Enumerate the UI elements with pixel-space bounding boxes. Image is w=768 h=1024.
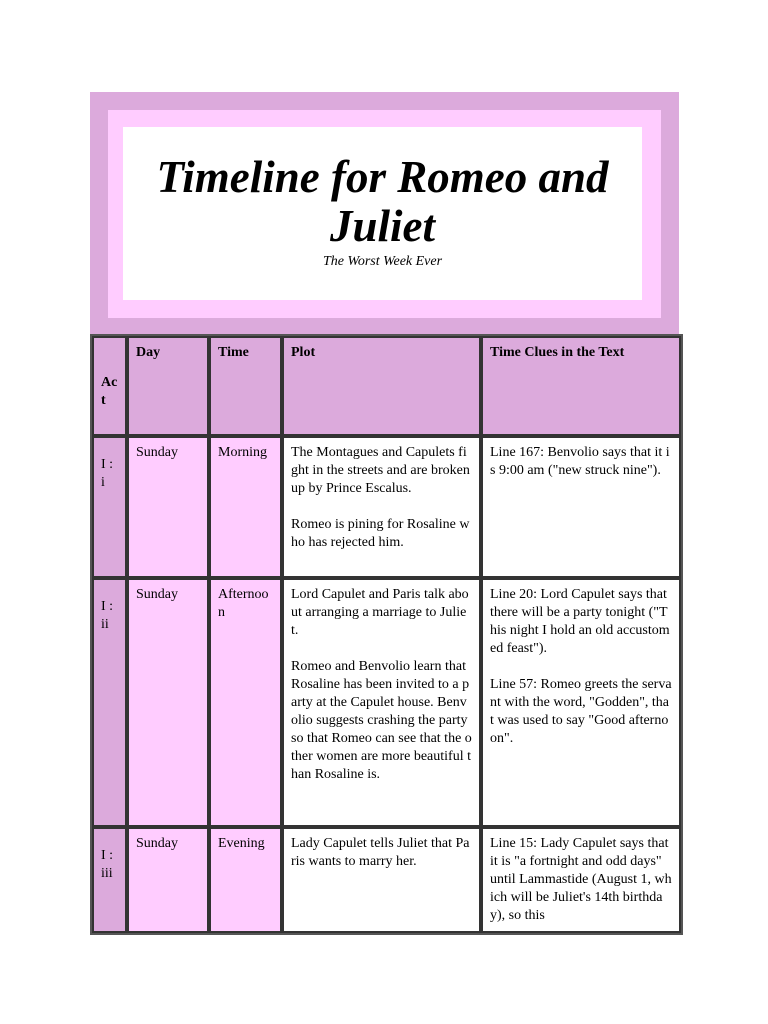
table-row (92, 827, 681, 933)
page-title: Timeline for Romeo and Juliet (156, 152, 609, 251)
title-banner-inner (108, 110, 661, 318)
title-box (123, 127, 642, 300)
time-clues-cell (481, 578, 681, 827)
plot-paragraph: Lord Capulet and Paris talk about arranging a marriage to Juliet. (291, 587, 469, 638)
column-header-time-clues: Time Clues in the Text (481, 336, 681, 436)
column-header-time: Time (209, 336, 282, 436)
time-cell: Afternoon (209, 578, 282, 827)
day-cell: Sunday (127, 827, 209, 933)
day-cell: Sunday (127, 578, 209, 827)
act-cell: I : ii (92, 578, 127, 827)
plot-cell (282, 827, 481, 933)
time-cell: Evening (209, 827, 282, 933)
plot-paragraph: Romeo and Benvolio learn that Rosaline has been invited to a party at the Capulet house. Benvolio suggests crashing the party so that Romeo can see that the other women are more beautiful than Rosaline is. (291, 659, 472, 782)
timeline-table (90, 334, 683, 935)
time-clues-cell (481, 436, 681, 578)
clue-paragraph: Line 167: Benvolio says that it is 9:00 am ("new struck nine"). (490, 445, 670, 478)
act-cell: I : iii (92, 827, 127, 933)
plot-paragraph: Lady Capulet tells Juliet that Paris wants to marry her. (291, 836, 470, 869)
table-header-row (92, 336, 681, 436)
clue-paragraph: Line 15: Lady Capulet says that it is "a fortnight and odd days" until Lammastide (August 1, which will be Juliet's 14th birthday), so this (490, 836, 672, 923)
act-cell: I : i (92, 436, 127, 578)
clue-paragraph: Line 20: Lord Capulet says that there will be a party tonight ("This night I hold an old accustomed feast"). (490, 587, 670, 656)
day-cell: Sunday (127, 436, 209, 578)
plot-paragraph: Romeo is pining for Rosaline who has rejected him. (291, 517, 470, 550)
column-header-plot: Plot (282, 336, 481, 436)
time-clues-cell (481, 827, 681, 933)
table-row (92, 578, 681, 827)
title-banner (90, 92, 679, 335)
column-header-day: Day (127, 336, 209, 436)
table-row (92, 436, 681, 578)
plot-cell (282, 436, 481, 578)
plot-paragraph: The Montagues and Capulets fight in the streets and are broken up by Prince Escalus. (291, 445, 470, 496)
clue-paragraph: Line 57: Romeo greets the servant with the word, "Godden", that was used to say "Good afternoon". (490, 677, 672, 746)
plot-cell (282, 578, 481, 827)
page-subtitle: The Worst Week Ever (322, 254, 443, 269)
column-header-act: Act (92, 336, 127, 436)
time-cell: Morning (209, 436, 282, 578)
